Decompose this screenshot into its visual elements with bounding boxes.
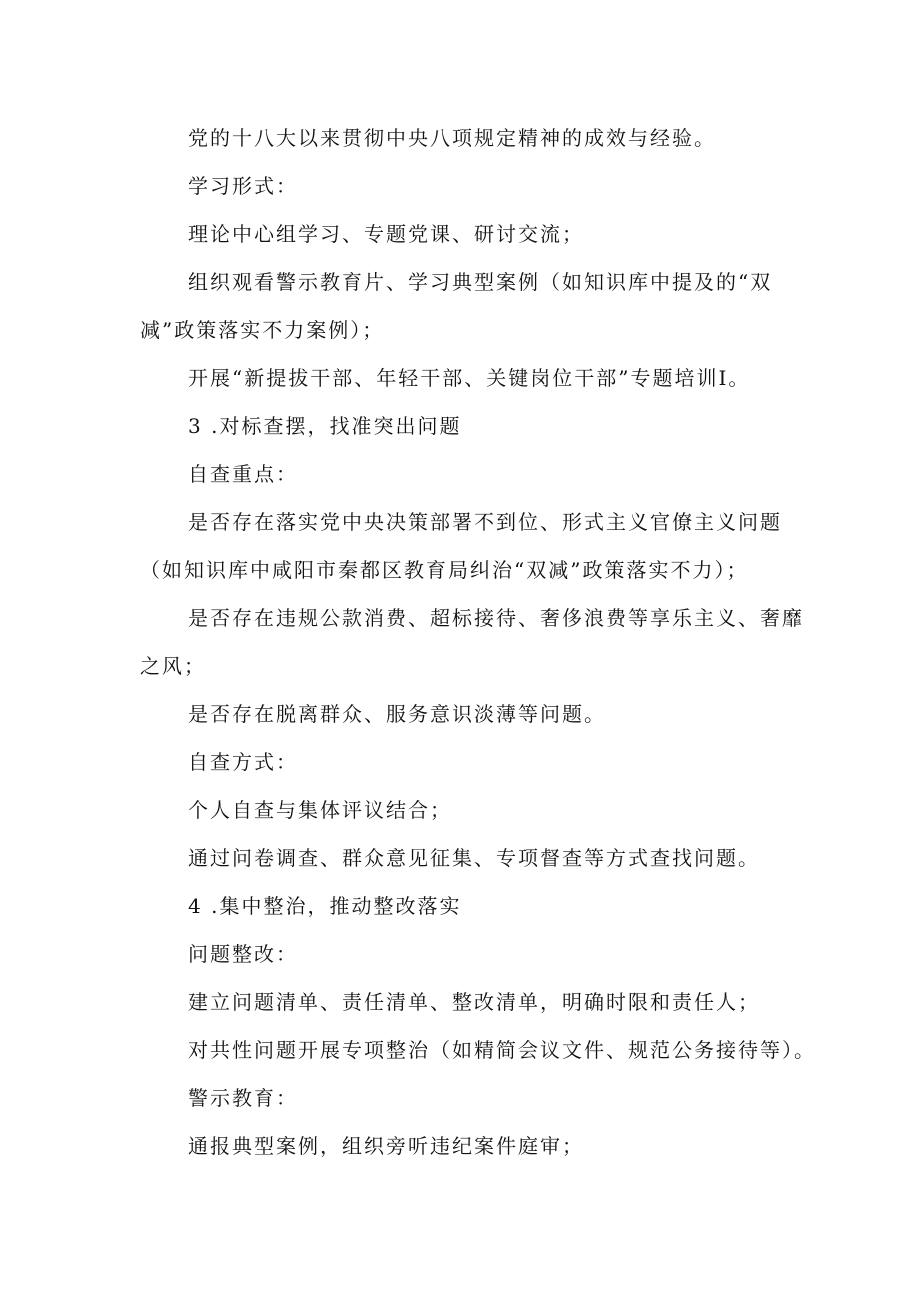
- section-heading: 3 .对标查摆，找准突出问题: [188, 414, 462, 438]
- paragraph: 理论中心组学习、专题党课、研讨交流；: [188, 222, 584, 246]
- paragraph: 通过问卷调查、群众意见征集、专项督查等方式查找问题。: [188, 846, 760, 870]
- paragraph: 是否存在脱离群众、服务意识淡薄等问题。: [188, 702, 606, 726]
- section-heading: 4 .集中整治，推动整改落实: [188, 894, 462, 918]
- section-label: 自查重点：: [188, 462, 298, 486]
- paragraph: 组织观看警示教育片、学习典型案例（如知识库中提及的“双减”政策落实不力案例）；: [140, 270, 773, 342]
- section-label: 问题整改：: [188, 942, 298, 966]
- paragraph: 开展“新提拔干部、年轻干部、关键岗位干部”专题培训I。: [188, 366, 751, 390]
- section-label: 警示教育：: [188, 1086, 298, 1110]
- document-body: [140, 114, 816, 1170]
- paragraph: 建立问题清单、责任清单、整改清单，明确时限和责任人；: [188, 990, 760, 1014]
- paragraph: 是否存在违规公款消费、超标接待、奢侈浪费等享乐主义、奢靡之风；: [140, 606, 804, 678]
- paragraph: 是否存在落实党中央决策部署不到位、形式主义官僚主义问题（如知识库中咸阳市秦都区教育局纠治“双减”政策落实不力）；: [140, 510, 782, 582]
- paragraph: 个人自查与集体评议结合；: [188, 798, 452, 822]
- paragraph: 通报典型案例，组织旁听违纪案件庭审；: [188, 1134, 584, 1158]
- paragraph: 党的十八大以来贯彻中央八项规定精神的成效与经验。: [188, 126, 716, 150]
- section-label: 自查方式：: [188, 750, 298, 774]
- section-label: 学习形式：: [188, 174, 298, 198]
- paragraph: 对共性问题开展专项整治（如精简会议文件、规范公务接待等）。: [188, 1038, 816, 1062]
